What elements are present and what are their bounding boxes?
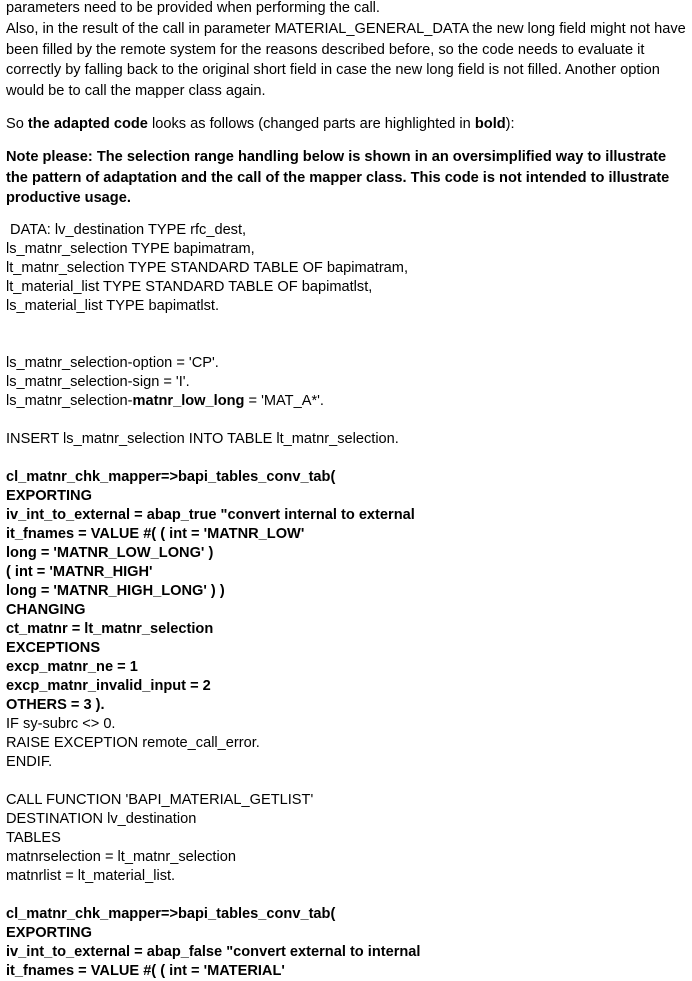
text-span: ): bbox=[505, 115, 515, 132]
code-line: ls_matnr_selection-option = 'CP'. bbox=[6, 355, 219, 372]
mapper-call-external-to-internal bbox=[6, 905, 690, 981]
code-line: cl_matnr_chk_mapper=>bapi_tables_conv_tab( bbox=[6, 469, 336, 486]
code-line: TABLES bbox=[6, 830, 61, 847]
code-line: EXPORTING bbox=[6, 488, 92, 505]
code-line: lt_material_list TYPE STANDARD TABLE OF bapimatlst, bbox=[6, 279, 373, 296]
code-line: OTHERS = 3 ). bbox=[6, 697, 105, 714]
adapted-code-sentence bbox=[6, 114, 690, 135]
code-line: matnrlist = lt_material_list. bbox=[6, 868, 176, 885]
bold-text-span: bold bbox=[474, 115, 506, 132]
mapper-call-internal-to-external bbox=[6, 468, 690, 715]
data-declarations bbox=[6, 221, 690, 316]
text-span: So bbox=[6, 115, 28, 132]
code-line bbox=[6, 392, 690, 411]
code-line: matnrselection = lt_matnr_selection bbox=[6, 849, 236, 866]
text-span: ls_matnr_selection- bbox=[6, 393, 133, 410]
code-line: CALL FUNCTION 'BAPI_MATERIAL_GETLIST' bbox=[6, 792, 314, 809]
note-paragraph: Note please: The selection range handling below is shown in an oversimplified way to illustrate the pattern of adaptation and the call of the mapper class. This code is not intended to illustrate productive usage. bbox=[6, 148, 670, 207]
bold-text-span: matnr_low_long bbox=[132, 393, 245, 410]
document-page bbox=[6, 0, 690, 981]
code-line: CHANGING bbox=[6, 602, 86, 619]
code-line: EXCEPTIONS bbox=[6, 640, 101, 657]
text-span: looks as follows (changed parts are highlighted in bbox=[147, 115, 475, 132]
code-listing bbox=[6, 221, 690, 981]
selection-assignments bbox=[6, 354, 690, 411]
code-line: IF sy-subrc <> 0. bbox=[6, 716, 116, 733]
code-line: DESTINATION lv_destination bbox=[6, 811, 197, 828]
code-line: EXPORTING bbox=[6, 925, 92, 942]
code-line: cl_matnr_chk_mapper=>bapi_tables_conv_tab( bbox=[6, 906, 336, 923]
text-span: = 'MAT_A*'. bbox=[244, 393, 324, 410]
code-line: ( int = 'MATNR_HIGH' bbox=[6, 564, 153, 581]
code-line: it_fnames = VALUE #( ( int = 'MATERIAL' bbox=[6, 963, 285, 980]
code-line: ls_matnr_selection TYPE bapimatram, bbox=[6, 241, 255, 258]
code-line: DATA: lv_destination TYPE rfc_dest, bbox=[6, 222, 247, 239]
call-function-block bbox=[6, 791, 690, 886]
bold-text-span: the adapted code bbox=[27, 115, 148, 132]
code-line: ENDIF. bbox=[6, 754, 53, 771]
error-handling bbox=[6, 715, 690, 772]
intro-paragraph: Also, in the result of the call in parameter MATERIAL_GENERAL_DATA the new long field might not have been filled by the remote system for the reasons described before, so the code needs to evaluate it correctly by falling back to the original short field in case the new long field is not filled. Another option would be to call the mapper class again. bbox=[6, 20, 686, 100]
code-line-insert: INSERT ls_matnr_selection INTO TABLE lt_matnr_selection. bbox=[6, 431, 399, 448]
code-line: excp_matnr_ne = 1 bbox=[6, 659, 138, 676]
code-line: iv_int_to_external = abap_true "convert internal to external bbox=[6, 507, 415, 524]
code-line: it_fnames = VALUE #( ( int = 'MATNR_LOW' bbox=[6, 526, 305, 543]
code-line: long = 'MATNR_HIGH_LONG' ) ) bbox=[6, 583, 225, 600]
code-line: long = 'MATNR_LOW_LONG' ) bbox=[6, 545, 214, 562]
code-line: ls_matnr_selection-sign = 'I'. bbox=[6, 374, 190, 391]
intro-line: parameters need to be provided when performing the call. bbox=[6, 0, 380, 16]
code-line: RAISE EXCEPTION remote_call_error. bbox=[6, 735, 260, 752]
code-line: ct_matnr = lt_matnr_selection bbox=[6, 621, 214, 638]
code-line: iv_int_to_external = abap_false "convert external to internal bbox=[6, 944, 421, 961]
code-line: lt_matnr_selection TYPE STANDARD TABLE OF bapimatram, bbox=[6, 260, 409, 277]
code-line: excp_matnr_invalid_input = 2 bbox=[6, 678, 211, 695]
code-line: ls_material_list TYPE bapimatlst. bbox=[6, 298, 220, 315]
